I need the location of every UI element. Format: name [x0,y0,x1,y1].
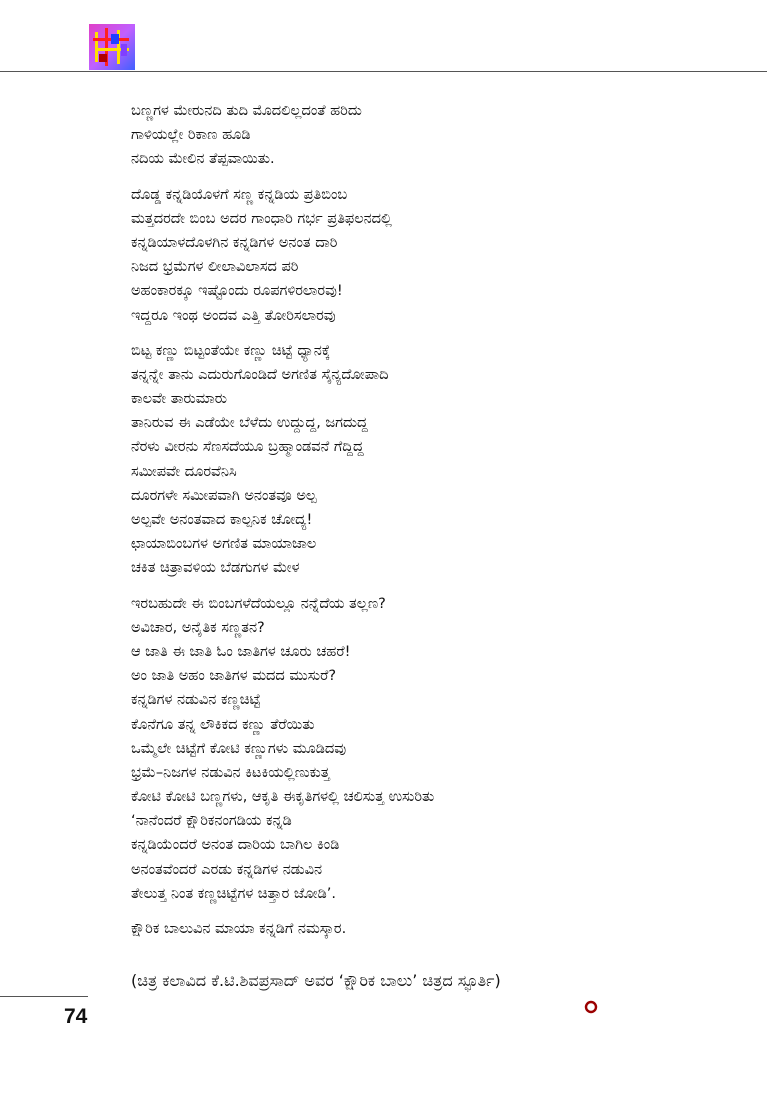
poem-line: ಕಾಲವೇ ತಾರುಮಾರು [131,391,227,408]
poem-line: ಚಕಿತ ಚಿತ್ರಾವಳಿಯ ಬೆಡಗುಗಳ ಮೇಳ [131,560,300,577]
poem-line: ಇರಬಹುದೇ ಈ ಬಿಂಬಗಳೆದೆಯಲ್ಲೂ ನನ್ನೆದೆಯ ತಲ್ಲಣ? [131,595,386,612]
poem-line: ಕ್ಷೌರಿಕ ಬಾಲುವಿನ ಮಾಯಾ ಕನ್ನಡಿಗೆ ನಮಸ್ಕಾರ. [131,921,347,937]
footer-divider [0,996,88,997]
poem-line: ಅವಿಚಾರ, ಅನೈತಿಕ ಸಣ್ಣತನ? [131,619,265,636]
poem-line: ಕನ್ನಡಿಯಾಳದೊಳಗಿನ ಕನ್ನಡಿಗಳ ಅನಂತ ದಾರಿ [131,234,338,251]
poem-line: ನಿಜದ ಭ್ರಮೆಗಳ ಲೀಲಾವಿಲಾಸದ ಪರಿ [131,259,299,276]
page-number: 74 [64,1005,88,1028]
magazine-logo-icon [89,24,135,70]
poem-line: ‘ನಾನೆಂದರೆ ಕ್ಷೌರಿಕನಂಗಡಿಯ ಕನ್ನಡಿ [131,813,292,830]
poem-line: ಬಿಟ್ಟ ಕಣ್ಣು ಬಿಟ್ಟಂತೆಯೇ ಕಣ್ಣು ಚಿಟ್ಟೆ ಧ್ಯಾನಕ್ಕೆ [131,342,331,359]
stanza-2 [131,183,731,328]
poem-line: ಅಂ ಜಾತಿ ಅಹಂ ಜಾತಿಗಳ ಮದದ ಮುಸುರೆ? [131,668,337,685]
poem-line: ಕೊನೆಗೂ ತನ್ನ ಲೌಕಿಕದ ಕಣ್ಣು ತೆರೆಯಿತು [131,716,315,733]
poem-line: ಗಾಳಿಯಲ್ಲೇ ರಿಕಾಣ ಹೂಡಿ [131,127,251,144]
stanza-5 [131,917,731,941]
poem-line: ಕನ್ನಡಿಯೆಂದರೆ ಅನಂತ ದಾರಿಯ ಬಾಗಿಲ ಕಿಂಡಿ [131,837,340,854]
poem-line: ಛಾಯಾಬಿಂಬಗಳ ಅಗಣಿತ ಮಾಯಾಜಾಲ [131,536,317,553]
poem-line: ಮತ್ತದರದೇ ಬಿಂಬ ಅದರ ಗಾಂಧಾರಿ ಗರ್ಭ ಪ್ರತಿಫಲನದಲ್ಲಿ [131,210,392,227]
poem-line: ಸಮೀಪವೇ ದೂರವೆನಿಸಿ [131,463,237,480]
stanza-3 [131,339,731,581]
poem-line: ನದಿಯ ಮೇಲಿನ ತೆಪ್ಪವಾಯಿತು. [131,151,275,168]
poem-line: ಇದ್ದರೂ ಇಂಥ ಅಂದವ ಎತ್ತಿ ತೋರಿಸಲಾರವು [131,307,336,324]
poem-line: ದೊಡ್ಡ ಕನ್ನಡಿಯೊಳಗೆ ಸಣ್ಣ ಕನ್ನಡಿಯ ಪ್ರತಿಬಿಂಬ [131,186,348,203]
stanza-4 [131,592,731,906]
poem-line: ತನ್ನನ್ನೇ ತಾನು ಎದುರುಗೊಂಡಿದೆ ಅಗಣಿತ ಸೈನ್ಯದೋಪಾದಿ [131,366,389,383]
header-divider [0,71,767,72]
inspiration-credit: (ಚಿತ್ರ ಕಲಾವಿದ ಕೆ.ಟಿ.ಶಿವಪ್ರಸಾದ್ ಅವರ ‘ಕ್ಷೌರಿಕ ಬಾಲು’ ಚಿತ್ರದ ಸ್ಫೂರ್ತಿ) [131,971,501,990]
poem-line: ಅಲ್ಪವೇ ಅನಂತವಾದ ಕಾಲ್ಪನಿಕ ಚೋದ್ಯ! [131,512,313,528]
poem-line: ನೆರಳು ವೀರನು ಸೆಣಸದೆಯೂ ಬ್ರಹ್ಮಾಂಡವನೆ ಗೆದ್ದಿದ್ದ [131,439,364,456]
poem-line: ಕನ್ನಡಿಗಳ ನಡುವಿನ ಕಣ್ಣಚಿಟ್ಟೆ [131,692,261,709]
poem-body [131,99,731,952]
poem-line: ತೇಲುತ್ತ ನಿಂತ ಕಣ್ಣಚಿಟ್ಟೆಗಳ ಚಿತ್ತಾರ ಜೋಡಿ’. [131,885,336,902]
poem-line: ಆ ಜಾತಿ ಈ ಜಾತಿ ಓಂ ಜಾತಿಗಳ ಚೂರು ಚಹರೆ! [131,643,351,660]
end-of-article-ring-icon [584,999,598,1013]
poem-line: ತಾನಿರುವ ಈ ಎಡೆಯೇ ಬೆಳೆದು ಉದ್ದುದ್ದ, ಜಗದುದ್ದ [131,415,368,432]
poem-line: ಬಣ್ಣಗಳ ಮೇರುನದಿ ತುದಿ ಮೊದಲಿಲ್ಲದಂತೆ ಹರಿದು [131,103,362,119]
poem-line: ಭ್ರಮೆ–ನಿಜಗಳ ನಡುವಿನ ಕಿಟಕಿಯಲ್ಲಿಣುಕುತ್ತ [131,764,330,781]
poem-line: ಒಮ್ಮೆಲೇ ಚಿಟ್ಟೆಗೆ ಕೋಟಿ ಕಣ್ಣುಗಳು ಮೂಡಿದವು [131,740,347,757]
poem-line: ಅಹಂಕಾರಕ್ಕೂ ಇಷ್ಟೊಂದು ರೂಪಗಳಿರಲಾರವು! [131,283,343,300]
poem-line: ಅನಂತವೆಂದರೆ ಎರಡು ಕನ್ನಡಿಗಳ ನಡುವಿನ [131,861,323,878]
poem-line: ಕೋಟಿ ಕೋಟಿ ಬಣ್ಣಗಳು, ಆಕೃತಿ ಈಕೃತಿಗಳಲ್ಲಿ ಚಲಿಸುತ್ತ ಉಸುರಿತು [131,789,435,806]
poem-line: ದೂರಗಳೇ ಸಮೀಪವಾಗಿ ಅನಂತವೂ ಅಲ್ಪ [131,487,317,504]
stanza-1 [131,99,731,172]
